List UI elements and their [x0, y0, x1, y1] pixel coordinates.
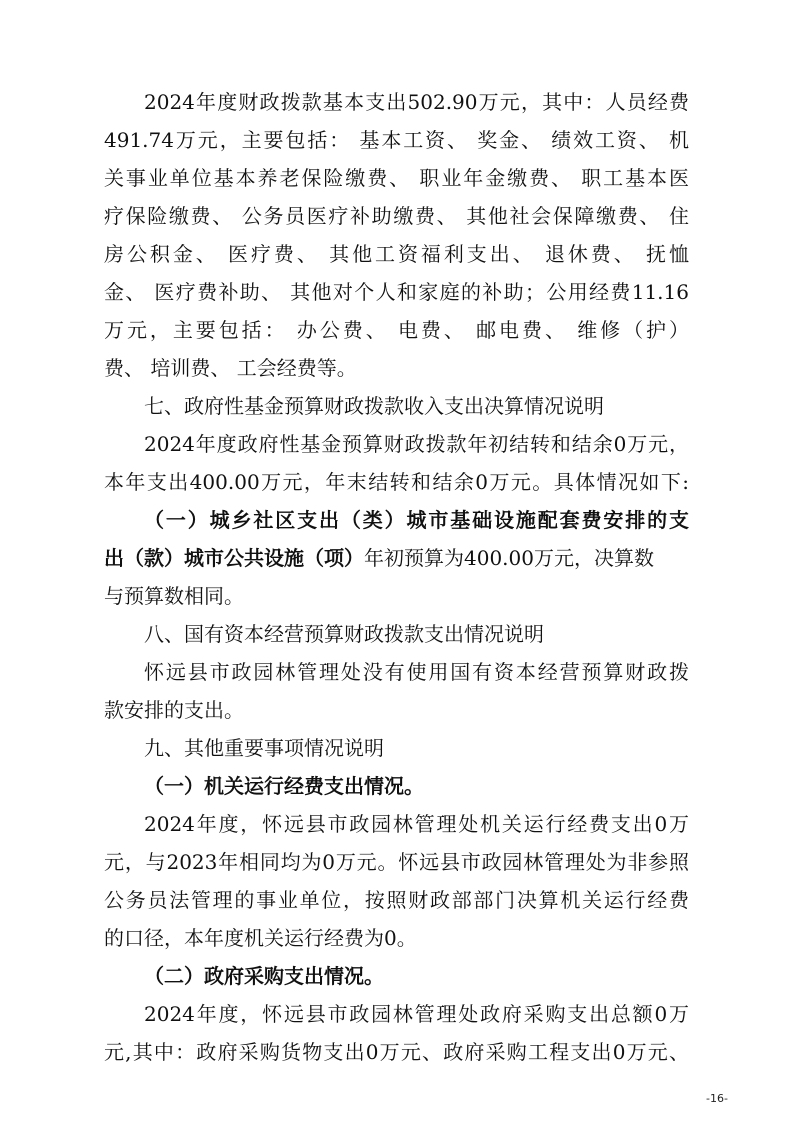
- paragraph-line: 怀远县市政园林管理处没有使用国有资本经营预算财政拨: [144, 660, 689, 684]
- subsection-heading: （二）政府采购支出情况。: [144, 964, 384, 988]
- paragraph-line: 2024年度，怀远县市政园林管理处机关运行经费支出0万: [144, 812, 689, 836]
- paragraph-line: 491.74万元，主要包括： 基本工资、 奖金、 绩效工资、 机: [104, 128, 689, 152]
- paragraph-line: 本年支出400.00万元，年末结转和结余0万元。具体情况如下:: [104, 470, 689, 494]
- page-number: -16-: [706, 1092, 728, 1105]
- section-heading: 八、国有资本经营预算财政拨款支出情况说明: [144, 622, 544, 646]
- paragraph-line: 金、 医疗费补助、 其他对个人和家庭的补助；公用经费11.16: [104, 280, 689, 304]
- paragraph-line: 款安排的支出。: [104, 698, 244, 722]
- paragraph-line: 房公积金、 医疗费、 其他工资福利支出、 退休费、 抚恤: [104, 242, 689, 266]
- paragraph-line: 疗保险缴费、 公务员医疗补助缴费、 其他社会保障缴费、 住: [104, 204, 689, 228]
- paragraph-line: 2024年度政府性基金预算财政拨款年初结转和结余0万元，: [144, 432, 689, 456]
- paragraph-line: 2024年度，怀远县市政园林管理处政府采购支出总额0万: [144, 1002, 689, 1026]
- paragraph-text: 年初预算为400.00万元，决算数: [364, 546, 654, 570]
- paragraph-line: 2024年度财政拨款基本支出502.90万元，其中：人员经费: [144, 90, 689, 114]
- subsection-heading-continued: 出（款）城市公共设施（项）: [104, 546, 364, 570]
- paragraph-line: 万元，主要包括： 办公费、 电费、 邮电费、 维修（护）: [104, 318, 689, 342]
- subsection-heading: （一）城乡社区支出（类）城市基础设施配套费安排的支: [144, 508, 689, 532]
- paragraph-line: 费、 培训费、 工会经费等。: [104, 356, 357, 380]
- subsection-heading: （一）机关运行经费支出情况。: [144, 774, 424, 798]
- section-heading: 九、其他重要事项情况说明: [144, 736, 384, 760]
- paragraph-line: 元，与2023年相同均为0万元。怀远县市政园林管理处为非参照: [104, 850, 689, 874]
- paragraph-line: 关事业单位基本养老保险缴费、 职业年金缴费、 职工基本医: [104, 166, 689, 190]
- section-heading: 七、政府性基金预算财政拨款收入支出决算情况说明: [144, 394, 604, 418]
- paragraph-line: 的口径，本年度机关运行经费为0。: [104, 926, 417, 950]
- paragraph-line: 元,其中：政府采购货物支出0万元、政府采购工程支出0万元、: [104, 1040, 689, 1064]
- paragraph-line: 公务员法管理的事业单位，按照财政部部门决算机关运行经费: [104, 888, 689, 912]
- paragraph-line: [104, 540, 689, 576]
- paragraph-line: 与预算数相同。: [104, 584, 244, 608]
